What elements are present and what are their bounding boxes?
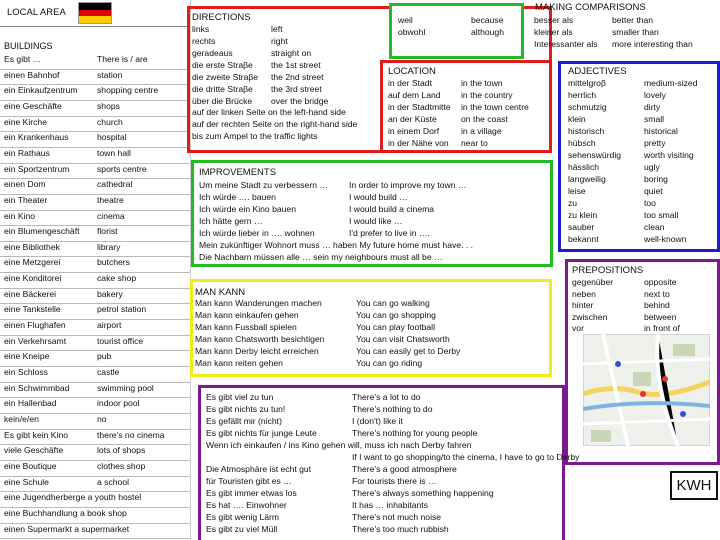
- adjective-english: boring: [644, 174, 668, 184]
- building-row: [0, 429, 190, 444]
- opinion-german: Es gibt viel zu tun: [206, 392, 274, 402]
- comparison-german: besser als: [534, 15, 574, 25]
- building-english: lots of shops: [97, 445, 146, 456]
- building-german: kein/e/en: [4, 413, 39, 424]
- building-english: butchers: [97, 257, 130, 268]
- building-row: [0, 507, 190, 522]
- building-row: [0, 147, 190, 162]
- location-english: in the country: [461, 90, 513, 100]
- building-english: station: [97, 69, 123, 80]
- building-english: eine Jugendherberge a youth hostel: [4, 492, 142, 503]
- building-german: einen Dom: [4, 179, 46, 190]
- building-german: Es gibt …: [4, 54, 42, 64]
- direction-english: the 3rd street: [271, 84, 322, 94]
- comparisons-heading: MAKING COMPARISONS: [535, 2, 646, 13]
- opinion-german: Die Atmosphäre ist echt gut: [206, 464, 312, 474]
- building-german: ein Krankenhaus: [4, 132, 69, 143]
- mankann-german: Man kann Fussball spielen: [195, 322, 297, 332]
- building-english: airport: [97, 320, 122, 331]
- directions-lines: [192, 108, 357, 144]
- building-german: eine Kneipe: [4, 351, 50, 362]
- location-german: in der Stadtmitte: [388, 102, 451, 112]
- building-german: eine Schule: [4, 476, 49, 487]
- adjectives-rows: [568, 79, 718, 249]
- building-german: ein Rathaus: [4, 147, 50, 158]
- building-english: cake shop: [97, 273, 137, 284]
- location-german: in einem Dorf: [388, 126, 440, 136]
- location-english: in the town: [461, 78, 503, 88]
- opinion-english: There's always something happening: [352, 488, 494, 498]
- building-english: church: [97, 116, 123, 127]
- building-german: eine Boutique: [4, 460, 57, 471]
- building-german: eine Metzgerei: [4, 257, 61, 268]
- building-english: sports centre: [97, 163, 147, 174]
- adjective-german: sehenswürdig: [568, 150, 622, 160]
- improvement-english: I would like …: [349, 216, 403, 226]
- building-german: ein Schloss: [4, 367, 48, 377]
- mankann-english: You can play football: [356, 322, 435, 332]
- adjective-german: hübsch: [568, 138, 596, 148]
- building-row: [0, 460, 190, 475]
- opinion-english: It has … inhabitants: [352, 500, 428, 510]
- building-row: [0, 350, 190, 365]
- building-german: ein Sportzentrum: [4, 163, 70, 174]
- direction-german: die dritte Straβe: [192, 84, 253, 94]
- mankann-german: Man kann Derby leicht erreichen: [195, 346, 319, 356]
- opinions-rows-a: [206, 393, 561, 441]
- building-english: castle: [97, 367, 120, 377]
- preposition-german: zwischen: [572, 311, 608, 322]
- opinion-german: Es gibt wenig Lärm: [206, 512, 280, 522]
- mankann-english: You can go riding: [356, 358, 423, 368]
- mankann-german: Man kann Wanderungen machen: [195, 298, 322, 308]
- building-row: [0, 523, 190, 538]
- opinion-german: Es gibt nichts für junge Leute: [206, 428, 317, 438]
- opinion-german: Es gibt nichts zu tun!: [206, 404, 286, 414]
- page-title: LOCAL AREA: [7, 7, 66, 18]
- building-german: ein Verkehrsamt: [4, 335, 67, 346]
- building-german: eine Geschäfte: [4, 100, 62, 111]
- direction-english: left: [271, 24, 283, 34]
- building-row: [0, 53, 190, 68]
- building-english: einen Supermarkt a supermarket: [4, 523, 130, 534]
- improvement-english: I would build …: [349, 192, 408, 202]
- mankann-german: Man kann einkaufen gehen: [195, 310, 299, 320]
- mankann-box: [190, 279, 552, 377]
- building-german: viele Geschäfte: [4, 445, 64, 456]
- prepositions-rows: [572, 278, 717, 340]
- building-english: town hall: [97, 147, 131, 158]
- building-row: [0, 288, 190, 303]
- opinion-english: For tourists there is …: [352, 476, 437, 486]
- adjective-english: too small: [644, 210, 679, 220]
- building-row: [0, 84, 190, 99]
- building-german: eine Kirche: [4, 116, 47, 127]
- building-row: [0, 210, 190, 225]
- adjective-german: bekannt: [568, 234, 599, 244]
- buildings-heading: BUILDINGS: [4, 41, 53, 51]
- building-row: [0, 335, 190, 350]
- direction-german: die zweite Straβe: [192, 72, 259, 82]
- directions-line: bis zum Ampel to the traffic lights: [192, 131, 318, 141]
- direction-english: straight on: [271, 48, 312, 58]
- building-row: [0, 444, 190, 459]
- preposition-english: behind: [644, 300, 670, 310]
- comparison-english: better than: [612, 15, 654, 25]
- directions-line: auf der rechten Seite on the right-hand side: [192, 119, 358, 129]
- direction-english: over the bridge: [271, 96, 329, 106]
- improvements-heading: IMPROVEMENTS: [199, 167, 277, 178]
- building-german: eine Konditorei: [4, 273, 62, 284]
- building-row: [0, 476, 190, 491]
- german-flag-icon: [78, 2, 112, 24]
- opinions-rows-b: [206, 465, 561, 537]
- comparisons-box: [527, 0, 720, 58]
- preposition-german: neben: [572, 288, 596, 299]
- improvement-german: Ich hätte gern …: [199, 216, 263, 226]
- adjective-german: historisch: [568, 126, 605, 136]
- mankann-english: You can visit Chatsworth: [356, 334, 450, 344]
- improvements-line: Mein zukünftiger Wohnort muss … haben My future home must have. . .: [199, 240, 474, 250]
- improvement-english: I would build a cinema: [349, 204, 435, 214]
- direction-english: the 1st street: [271, 60, 321, 70]
- mankann-heading: MAN KANN: [195, 287, 246, 298]
- building-german: einen Flughafen: [4, 320, 66, 331]
- building-english: theatre: [97, 194, 124, 205]
- adjective-english: lovely: [644, 90, 666, 100]
- adjective-german: sauber: [568, 222, 595, 232]
- improvement-german: Ich würde ein Kino bauen: [199, 204, 296, 214]
- opinion-german: Es gefällt mir (nicht): [206, 416, 282, 426]
- adjective-german: klein: [568, 114, 586, 124]
- improvements-box: [191, 160, 553, 267]
- adjective-german: mittelgroβ: [568, 78, 606, 88]
- building-english: cinema: [97, 210, 125, 221]
- location-german: auf dem Land: [388, 90, 441, 100]
- adjective-english: small: [644, 114, 665, 124]
- building-row: [0, 413, 190, 428]
- preposition-english: opposite: [644, 277, 677, 287]
- mankann-english: You can go walking: [356, 298, 430, 308]
- mankann-german: Man kann reiten gehen: [195, 358, 283, 368]
- building-english: tourist office: [97, 335, 144, 346]
- adjective-german: herrlich: [568, 90, 597, 100]
- adjective-english: well-known: [644, 234, 687, 244]
- opinions-box: [198, 385, 580, 540]
- buildings-list: [0, 53, 190, 540]
- obwohl-label: obwohl: [398, 27, 426, 37]
- building-english: indoor pool: [97, 398, 140, 409]
- opinions-line-b: If I want to go shopping/to the cinema, I have to go to Derby: [352, 452, 580, 462]
- weil-label: weil: [398, 15, 413, 25]
- improvement-english: In order to improve my town …: [349, 180, 467, 190]
- building-row: [0, 100, 190, 115]
- comparisons-rows: [534, 16, 720, 56]
- building-german: ein Hallenbad: [4, 398, 57, 409]
- location-german: an der Küste: [388, 114, 437, 124]
- improvements-line: Die Nachbarn müssen alle … sein my neighbours must all be …: [199, 252, 443, 262]
- comparison-german: kleiner als: [534, 27, 573, 37]
- improvements-lines: [199, 241, 473, 265]
- building-german: ein Theater: [4, 194, 48, 205]
- building-row: [0, 69, 190, 84]
- adjective-english: quiet: [644, 186, 663, 196]
- building-german: ein Schwimmbad: [4, 382, 70, 393]
- direction-english: the 2nd street: [271, 72, 324, 82]
- building-row: [0, 241, 190, 256]
- direction-english: right: [271, 36, 288, 46]
- building-english: there's no cinema: [97, 429, 165, 440]
- preposition-german: vor: [572, 323, 584, 333]
- location-english: in a village: [461, 126, 502, 136]
- building-row: [0, 382, 190, 397]
- building-english: There is / are: [97, 54, 148, 64]
- building-german: Es gibt kein Kino: [4, 429, 69, 440]
- direction-german: geradeaus: [192, 48, 233, 58]
- preposition-english: in front of: [644, 323, 680, 333]
- adjective-german: schmutzig: [568, 102, 607, 112]
- building-row: [0, 397, 190, 412]
- building-row: [0, 303, 190, 318]
- directions-heading: DIRECTIONS: [192, 12, 251, 23]
- opinion-english: There's nothing to do: [352, 404, 433, 414]
- preposition-english: between: [644, 311, 677, 322]
- opinion-english: There's not much noise: [352, 512, 442, 522]
- building-english: library: [97, 241, 121, 252]
- comparison-german: Interessanter als: [534, 39, 598, 49]
- improvement-english: I'd prefer to live in ….: [349, 228, 430, 238]
- adjective-german: leise: [568, 186, 586, 196]
- prepositions-box: [565, 259, 720, 465]
- building-row: [0, 256, 190, 271]
- building-english: eine Buchhandlung a book shop: [4, 507, 127, 518]
- location-box: [380, 60, 552, 153]
- adjective-english: pretty: [644, 138, 666, 148]
- preposition-german: hinter: [572, 300, 594, 310]
- comparison-english: more interesting than: [612, 39, 693, 49]
- building-english: petrol station: [97, 304, 147, 315]
- location-heading: LOCATION: [388, 66, 436, 77]
- building-row: [0, 272, 190, 287]
- building-english: shops: [97, 100, 120, 111]
- adjective-english: clean: [644, 222, 665, 232]
- improvements-rows: [199, 181, 549, 241]
- adjective-english: too: [644, 198, 656, 208]
- building-english: shopping centre: [97, 85, 159, 96]
- location-english: in the town centre: [461, 102, 529, 112]
- adjective-german: hässlich: [568, 162, 600, 172]
- adjectives-heading: ADJECTIVES: [568, 66, 627, 77]
- adjective-english: historical: [644, 126, 678, 136]
- adjectives-box: [558, 61, 720, 252]
- kwh-badge: [670, 471, 718, 500]
- adjective-german: zu: [568, 198, 578, 208]
- location-german: in der Stadt: [388, 78, 432, 88]
- direction-german: rechts: [192, 36, 216, 46]
- building-german: ein Einkaufzentrum: [4, 85, 78, 96]
- building-row: [0, 178, 190, 193]
- comparison-english: smaller than: [612, 27, 659, 37]
- building-english: hospital: [97, 132, 127, 143]
- opinion-english: There's too much rubbish: [352, 524, 449, 534]
- because-label: because: [471, 15, 504, 25]
- preposition-german: gegenüber: [572, 277, 614, 287]
- location-german: in der Nähe von: [388, 138, 449, 148]
- building-english: swimming pool: [97, 382, 154, 393]
- building-english: florist: [97, 226, 118, 237]
- mankann-english: You can go shopping: [356, 310, 436, 320]
- building-english: bakery: [97, 288, 123, 299]
- building-german: ein Blumengeschäft: [4, 226, 80, 237]
- building-german: ein Kino: [4, 210, 36, 221]
- building-english: a school: [97, 476, 130, 487]
- mankann-english: You can easily get to Derby: [356, 346, 461, 356]
- building-row: [0, 194, 190, 209]
- opinion-german: Es gibt zu viel Müll: [206, 524, 278, 534]
- direction-german: links: [192, 24, 210, 34]
- opinion-german: für Touristen gibt es …: [206, 476, 292, 486]
- adjective-english: ugly: [644, 162, 660, 172]
- improvement-german: Ich würde lieber in …. wohnen: [199, 228, 315, 238]
- opinion-english: I (don't) like it: [352, 416, 403, 426]
- opinion-english: There's a lot to do: [352, 392, 421, 402]
- building-row: [0, 225, 190, 240]
- building-row: [0, 163, 190, 178]
- opinion-german: Es hat …. Einwohner: [206, 500, 287, 510]
- location-rows: [388, 79, 548, 151]
- improvement-german: Um meine Stadt zu verbessern …: [199, 180, 328, 190]
- opinions-line-a: Wenn ich einkaufen / ins Kino gehen will, muss ich nach Derby fahren: [206, 440, 472, 450]
- connectives-box: [389, 3, 524, 59]
- preposition-english: next to: [644, 288, 670, 299]
- left-panel: [0, 0, 190, 540]
- location-english: near to: [461, 138, 488, 148]
- although-label: although: [471, 27, 504, 37]
- building-english: cathedral: [97, 179, 133, 190]
- building-german: eine Bäckerei: [4, 288, 57, 299]
- direction-german: über die Brücke: [192, 96, 253, 106]
- adjective-english: medium-sized: [644, 78, 698, 88]
- building-german: einen Bahnhof: [4, 69, 60, 80]
- improvement-german: Ich würde …. bauen: [199, 192, 276, 202]
- town-map-icon: [583, 334, 710, 446]
- opinion-english: There's a good atmosphere: [352, 464, 457, 474]
- building-row: [0, 131, 190, 146]
- adjective-english: dirty: [644, 102, 661, 112]
- opinion-english: There's nothing for young people: [352, 428, 478, 438]
- building-row: [0, 116, 190, 131]
- directions-rows: [192, 25, 392, 109]
- building-english: no: [97, 413, 107, 424]
- prepositions-heading: PREPOSITIONS: [572, 265, 644, 276]
- location-english: on the coast: [461, 114, 508, 124]
- direction-german: die erste Straβe: [192, 60, 253, 70]
- building-row: [0, 366, 190, 381]
- building-english: clothes shop: [97, 460, 146, 471]
- directions-line: auf der linken Seite on the left-hand side: [192, 107, 346, 117]
- adjective-english: worth visiting: [644, 150, 694, 160]
- adjective-german: zu klein: [568, 210, 598, 220]
- opinion-german: Es gibt immer etwas los: [206, 488, 297, 498]
- building-german: eine Tankstelle: [4, 304, 61, 315]
- mankann-german: Man kann Chatsworth besichtigen: [195, 334, 325, 344]
- building-row: [0, 491, 190, 506]
- mankann-rows: [195, 299, 550, 375]
- adjective-german: langweilig: [568, 174, 606, 184]
- building-row: [0, 319, 190, 334]
- building-german: eine Bibliothek: [4, 241, 60, 252]
- kwh-label: KWH: [676, 476, 712, 494]
- building-english: pub: [97, 351, 112, 362]
